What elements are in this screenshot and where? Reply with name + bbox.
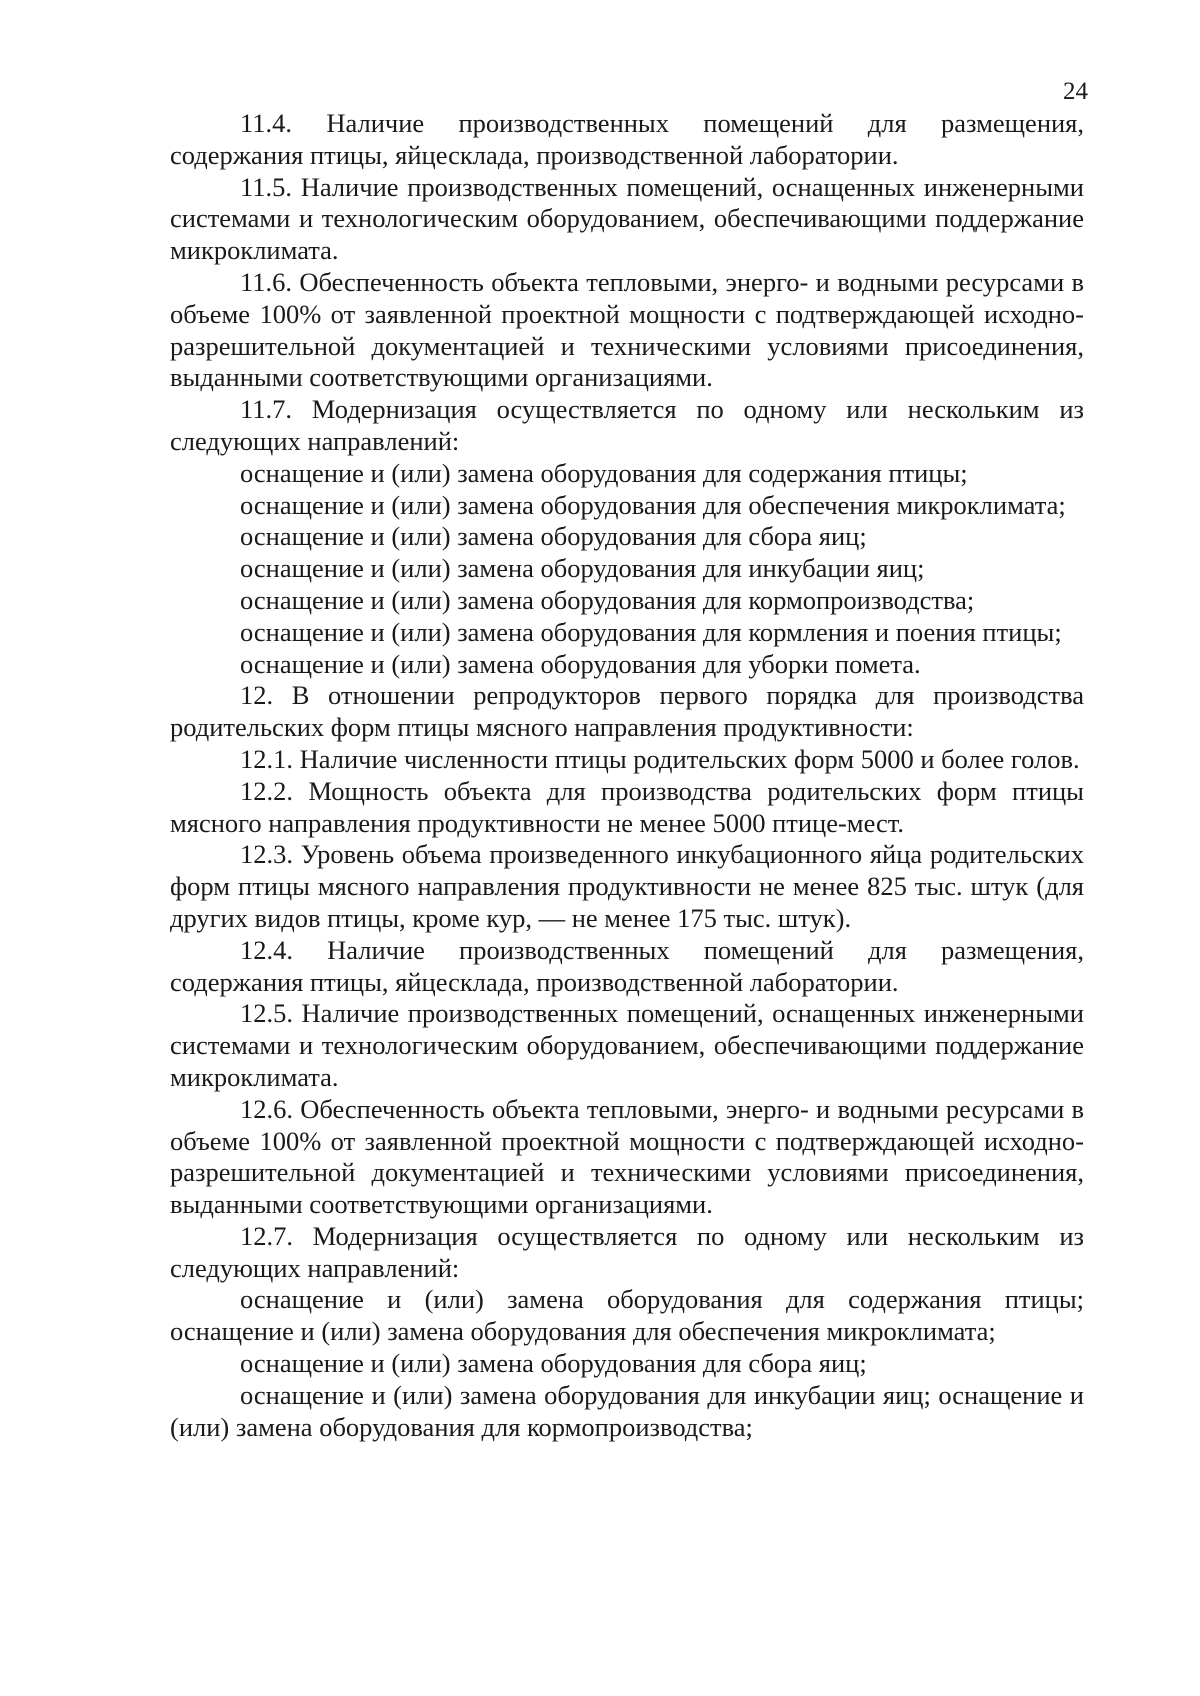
- paragraph-11-4: 11.4. Наличие производственных помещений для размещения, содержания птицы, яйцесклада, производственной лаборатории.: [170, 108, 1084, 170]
- paragraph-12-4: 12.4. Наличие производственных помещений для размещения, содержания птицы, яйцесклада, производственной лаборатории.: [170, 934, 1084, 997]
- list-item-11-7-7: оснащение и (или) замена оборудования для уборки помета.: [240, 648, 921, 679]
- page-number: 24: [1063, 78, 1088, 105]
- paragraph-12-3: 12.3. Уровень объема произведенного инкубационного яйца родительских форм птицы мясного направления продуктивности не менее 825 тыс. штук (для других видов птицы, кроме кур, — не менее 175 тыс. штук).: [170, 839, 1084, 933]
- list-item-11-7-2: оснащение и (или) замена оборудования для обеспечения микроклимата;: [240, 489, 1066, 520]
- list-item-11-7-1: оснащение и (или) замена оборудования для содержания птицы;: [240, 457, 968, 488]
- paragraph-12-1: 12.1. Наличие численности птицы родительских форм 5000 и более голов.: [240, 743, 1080, 774]
- paragraph-12-6: 12.6. Обеспеченность объекта тепловыми, энерго- и водными ресурсами в объеме 100% от заявленной проектной мощности с подтверждающей исходно-разрешительной документацией и техническими условиями присоединения, выданными соответствующими организациями.: [170, 1093, 1084, 1220]
- paragraph-11-6: 11.6. Обеспеченность объекта тепловыми, энерго- и водными ресурсами в объеме 100% от заявленной проектной мощности с подтверждающей исходно-разрешительной документацией и техническими условиями присоединения, выданными соответствующими организациями.: [170, 266, 1084, 393]
- list-item-12-7-3: оснащение и (или) замена оборудования для инкубации яиц; оснащение и (или) замена оборудования для кормопроизводства;: [170, 1379, 1084, 1442]
- document-body: [170, 108, 1084, 1443]
- paragraph-11-5: 11.5. Наличие производственных помещений, оснащенных инженерными системами и технологическим оборудованием, обеспечивающими поддержание микроклимата.: [170, 171, 1084, 266]
- list-item-12-7-2: оснащение и (или) замена оборудования для сбора яиц;: [240, 1348, 867, 1379]
- list-item-11-7-4: оснащение и (или) замена оборудования для инкубации яиц;: [240, 553, 925, 584]
- list-item-11-7-6: оснащение и (или) замена оборудования для кормления и поения птицы;: [240, 616, 1062, 647]
- list-item-12-7-1: оснащение и (или) замена оборудования для содержания птицы; оснащение и (или) замена оборудования для обеспечения микроклимата;: [170, 1284, 1084, 1347]
- list-item-11-7-3: оснащение и (или) замена оборудования для сбора яиц;: [240, 521, 867, 552]
- paragraph-12: 12. В отношении репродукторов первого порядка для производства родительских форм птицы мясного направления продуктивности:: [170, 680, 1084, 743]
- paragraph-12-2: 12.2. Мощность объекта для производства родительских форм птицы мясного направления продуктивности не менее 5000 птице-мест.: [170, 775, 1084, 838]
- paragraph-12-7: 12.7. Модернизация осуществляется по одному или нескольким из следующих направлений:: [170, 1220, 1084, 1283]
- paragraph-12-5: 12.5. Наличие производственных помещений, оснащенных инженерными системами и технологическим оборудованием, обеспечивающими поддержание микроклимата.: [170, 998, 1084, 1092]
- paragraph-11-7: 11.7. Модернизация осуществляется по одному или нескольким из следующих направлений:: [170, 394, 1084, 456]
- list-item-11-7-5: оснащение и (или) замена оборудования для кормопроизводства;: [240, 584, 975, 615]
